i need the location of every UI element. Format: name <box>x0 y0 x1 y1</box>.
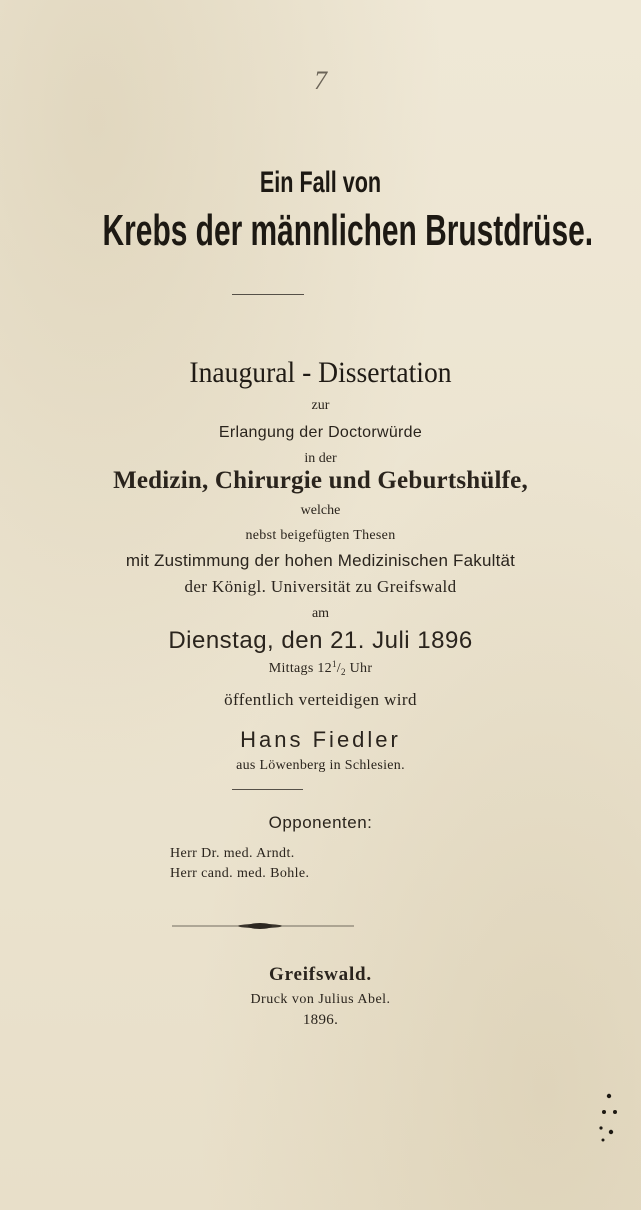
ornament-rule <box>172 920 354 932</box>
opponent-item: Herr Dr. med. Arndt. <box>170 846 295 861</box>
time-fraction-numerator: 1 <box>331 659 337 669</box>
time-prefix: Mittags 12 <box>268 661 332 676</box>
title-line-1: Ein Fall von <box>259 166 382 199</box>
date-text: Dienstag, den 21. Juli 1896 <box>168 627 473 654</box>
time-suffix: Uhr <box>345 661 373 676</box>
dissertation-heading: Inaugural - Dissertation <box>189 356 452 389</box>
divider-rule <box>232 789 303 790</box>
zustimmung-text: mit Zustimmung der hohen Medizinischen Fakultät <box>125 551 516 570</box>
time-fraction-slash: / <box>336 661 341 676</box>
imprint-year: 1896. <box>302 1012 339 1028</box>
verteidigen-text: öffentlich verteidigen wird <box>224 690 417 709</box>
am-text: am <box>311 606 330 621</box>
erlangung-text: Erlangung der Doctorwürde <box>218 424 423 441</box>
author-origin: aus Löwenberg in Schlesien. <box>236 758 405 773</box>
zur-text: zur <box>311 398 330 413</box>
divider-rule <box>232 294 304 295</box>
time-text <box>0 661 641 677</box>
imprint-city: Greifswald. <box>269 964 372 985</box>
time-fraction-denominator: 2 <box>341 667 346 677</box>
opponents-list <box>170 844 309 884</box>
fields-text: Medizin, Chirurgie und Geburtshülfe, <box>113 467 528 494</box>
author-name: Hans Fiedler <box>240 727 401 752</box>
in-der-text: in der <box>304 451 337 466</box>
welche-text: welche <box>300 503 341 518</box>
specks-decoration <box>591 1088 621 1158</box>
opponents-heading: Opponenten: <box>268 813 373 832</box>
page-number-mark: 7 <box>314 66 327 95</box>
opponent-item: Herr cand. med. Bohle. <box>170 866 310 881</box>
nebst-text: nebst beigefügten Thesen <box>245 528 396 543</box>
university-text: der Königl. Universität zu Greifswald <box>184 577 457 596</box>
title-line-2: Krebs der männlichen Brustdrüse. <box>102 206 594 255</box>
imprint-printer: Druck von Julius Abel. <box>250 992 391 1007</box>
